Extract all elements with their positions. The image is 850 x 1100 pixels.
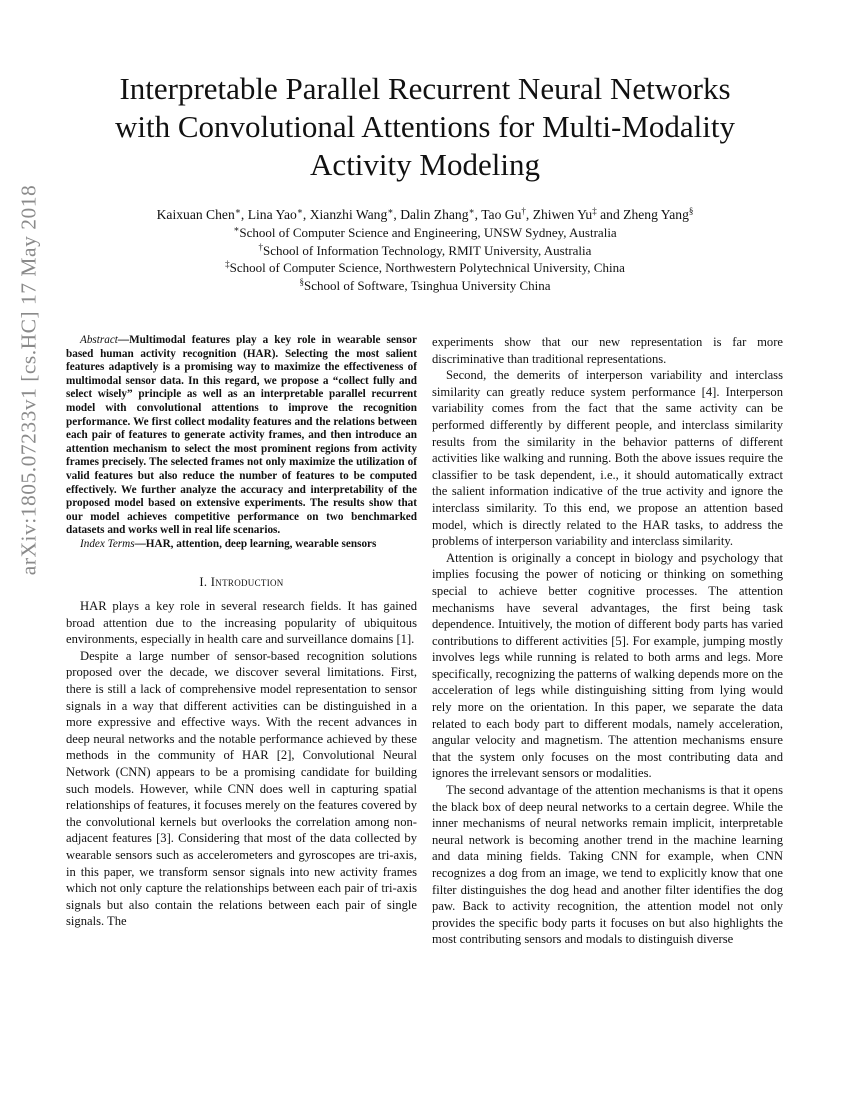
author: Zhiwen Yu‡ and xyxy=(532,206,624,222)
body-paragraph: The second advantage of the attention mechanisms is that it opens the black box of deep neural networks to a certain degree. While the inner mechanisms of neural networks remain implicit, interpretable neural network is becoming another trend in the machine learning and data mining fields. Taking CNN for example, when CNN recognizes a dog from an image, we tend to explicitly know that one filter distinguishes the dog head and another filter identifies the dog paw. Back to activity recognition, the attention model not only provides the specific body parts it focuses on but also highlights the most contributing sensors and modals to distinguish diverse xyxy=(432,783,783,947)
title-line: with Convolutional Attentions for Multi-Modality xyxy=(115,109,735,144)
body-paragraph-continuation: experiments show that our new representation is far more discriminative than traditional representations. xyxy=(432,335,783,366)
author: Xianzhi Wang∗, xyxy=(309,206,401,222)
author: Lina Yao∗, xyxy=(247,206,310,222)
title-line: Interpretable Parallel Recurrent Neural Networks xyxy=(119,71,731,106)
author: Dalin Zhang∗, xyxy=(400,206,482,222)
arxiv-stamp-text: arXiv:1805.07233v1 [cs.HC] 17 May 2018 xyxy=(16,184,41,576)
paper-title xyxy=(60,70,790,184)
arxiv-stamp xyxy=(4,80,54,680)
abstract-label: Abstract xyxy=(80,334,118,346)
left-column xyxy=(66,334,417,930)
author: Tao Gu†, xyxy=(481,206,533,222)
affiliation: ‡School of Computer Science, Northwestern Polytechnical University, China xyxy=(225,259,625,275)
affiliation: §School of Software, Tsinghua University China xyxy=(299,276,551,293)
title-line: Activity Modeling xyxy=(310,147,540,182)
affiliation: ∗School of Computer Science and Engineering, UNSW Sydney, Australia xyxy=(233,224,617,240)
affiliation-list xyxy=(60,224,790,294)
right-column xyxy=(432,334,783,948)
body-paragraph: HAR plays a key role in several research fields. It has gained broad attention due to the increasing popularity of ubiquitous environments, especially in health care and surveillance domains [1]. xyxy=(66,599,417,647)
index-terms xyxy=(66,538,417,552)
abstract xyxy=(66,334,417,538)
body-paragraph: Second, the demerits of interperson variability and interclass similarity can greatly reduce system performance [4]. Interperson variability comes from the fact that the same activity can be performed differently by different people, and interclass similarity results from the similarity in the behavior patterns of different activities like walking and running. Both the above issues require the classifier to be task dependent, i.e., it should automatically extract the salient information indicative of the true activity and ignore the interclass similarity. To this end, we propose an attention based model, which is directly related to the HAR tasks, to address the problems of interperson variability and interclass similarity. xyxy=(432,368,783,549)
author: Zheng Yang§ xyxy=(623,206,694,222)
body-paragraph: Despite a large number of sensor-based recognition solutions proposed over the decade, we discover several limitations. First, there is still a lack of comprehensive model representation to sensor signals in a way that different activities can be distinguished in a more expressive and effective ways. With the recent advances in deep neural networks and the notable performance achieved by these methods in the community of HAR [2], Convolutional Neural Network (CNN) appears to be a promising candidate for building such models. However, while CNN does well in capturing spatial relationships of features, it focuses merely on the features covered by the convolutional kernels but overlooks the correlation among non-adjacent features [3]. Considering that most of the data collected by wearable sensors such as accelerometers and gyroscopes are tri-axis, in this paper, we transform sensor signals into new activity frames which not only capture the relationships between each pair of tri-axis signals but also contain the relations between each pair of single signals. The xyxy=(66,648,417,929)
abstract-text: —Multimodal features play a key role in wearable sensor based human activity recognition (HAR). Selecting the most salient features adaptively is a promising way to maximize the effectiveness of multimodal sensor data. In this regard, we propose a “collect fully and select wisely” principle as well as an interpretable parallel recurrent model with convolutional attentions to improve the recognition performance. We first collect modality features and the relations between each pair of features to generate activity frames, and then introduce an attention mechanism to select the most prominent regions from activity frames precisely. The selected frames not only maximize the utilization of valid features but also reduce the number of features to be computed effectively. We further analyze the accuracy and interpretability of the proposed model based on extensive experiments. The results show that our model achieves competitive performance on two benchmarked datasets and works well in real life scenarios. xyxy=(66,334,417,537)
section-heading: I. Introduction xyxy=(199,574,284,589)
author: Kaixuan Chen∗, xyxy=(156,206,248,222)
body-paragraph: Attention is originally a concept in biology and psychology that implies focusing the power of noticing or thinking on something special to achieve better cognitive processes. The attention mechanisms have several advantages, the first being task dependence. Intuitively, the motion of different body parts has varied contributions to different activities [5]. For example, jumping mostly involves legs while running is related to both arms and legs. More specifically, recognizing the patterns of walking depends more on the acceleration of legs while distinguishing sitting from lying would rely more on the orientation. In this paper, we separate the data related to each body part to different modals, namely acceleration, angular velocity and magnetism. The attention mechanisms ensure that the system only focuses on the most contributing data and ignores the irrelevant sensors or modalities. xyxy=(432,550,783,781)
affiliation: †School of Information Technology, RMIT University, Australia xyxy=(258,241,592,258)
index-terms-label: Index Terms xyxy=(80,537,135,550)
author-list xyxy=(60,206,790,224)
index-terms-text: —HAR, attention, deep learning, wearable sensors xyxy=(134,537,377,550)
